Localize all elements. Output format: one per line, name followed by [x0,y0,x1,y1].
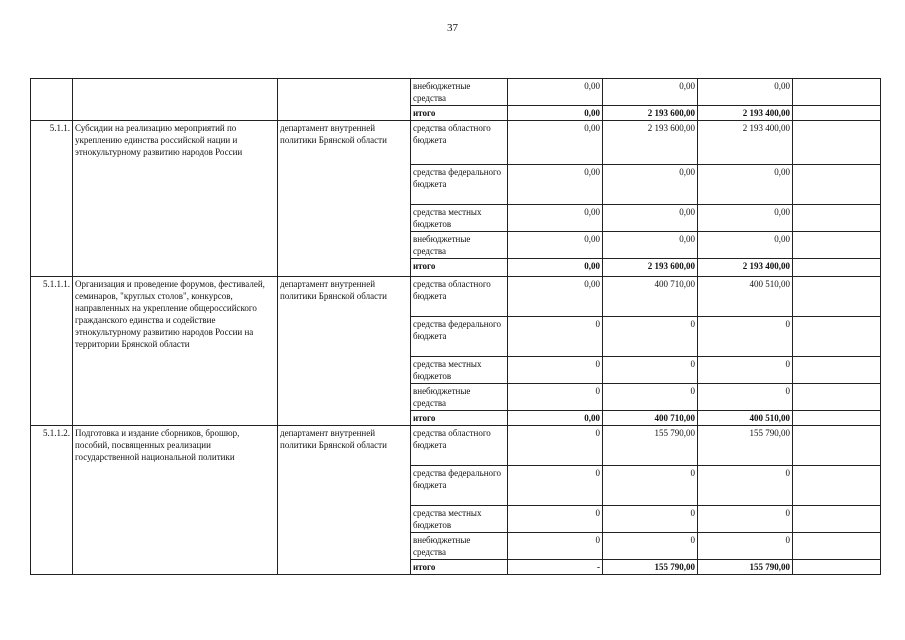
value-year-1: 0 [508,426,603,466]
funding-source: средства федерального бюджета [411,317,508,357]
total-label: итого [411,560,508,575]
empty-cell [793,205,881,232]
funding-source: внебюджетные средства [411,384,508,411]
value-year-1: 0,00 [508,165,603,205]
total-label: итого [411,106,508,121]
value-year-3: 400 510,00 [698,277,793,317]
empty-cell [793,232,881,259]
item-name: Организация и проведение форумов, фестивалей, семинаров, "круглых столов", конкурсов, направленных на укрепление общероссийского гражданского единства и содействие этнокультурному развитию народов России на территории Брянской области [73,277,278,426]
value-year-2: 2 193 600,00 [603,259,698,277]
value-year-3: 2 193 400,00 [698,106,793,121]
value-year-2: 0 [603,533,698,560]
funding-source: средства местных бюджетов [411,205,508,232]
value-year-1: 0 [508,533,603,560]
empty-cell [793,79,881,106]
value-year-2: 400 710,00 [603,411,698,426]
value-year-3: 0 [698,317,793,357]
empty-cell [793,277,881,317]
empty-cell [793,317,881,357]
empty-cell [793,411,881,426]
empty-cell [793,121,881,165]
value-year-3: 0,00 [698,165,793,205]
empty-cell [793,384,881,411]
empty-cell [793,259,881,277]
value-year-1: 0,00 [508,232,603,259]
value-year-2: 0 [603,357,698,384]
value-year-2: 0 [603,384,698,411]
value-year-2: 0 [603,466,698,506]
funding-source: внебюджетные средства [411,79,508,106]
value-year-1: 0,00 [508,205,603,232]
funding-source: средства областного бюджета [411,121,508,165]
value-year-1: 0,00 [508,121,603,165]
value-year-1: 0 [508,384,603,411]
item-executor: департамент внутренней политики Брянской области [278,121,411,277]
empty-cell [793,506,881,533]
page-number: 37 [447,22,458,34]
item-code: 5.1.1. [31,121,73,277]
value-year-2: 0,00 [603,232,698,259]
value-year-3: 0,00 [698,79,793,106]
value-year-2: 400 710,00 [603,277,698,317]
total-label: итого [411,411,508,426]
empty-cell [793,165,881,205]
value-year-1: 0 [508,317,603,357]
item-executor: департамент внутренней политики Брянской области [278,426,411,575]
value-year-1: 0,00 [508,411,603,426]
value-year-3: 400 510,00 [698,411,793,426]
executor-cell [278,79,411,121]
value-year-3: 2 193 400,00 [698,121,793,165]
empty-cell [793,466,881,506]
budget-table [30,78,881,575]
item-name: Субсидии на реализацию мероприятий по укреплению единства российской нации и этнокультурному развитию народов России [73,121,278,277]
empty-cell [793,533,881,560]
value-year-3: 2 193 400,00 [698,259,793,277]
value-year-2: 155 790,00 [603,426,698,466]
table-row [31,121,881,165]
funding-source: внебюджетные средства [411,533,508,560]
funding-source: средства федерального бюджета [411,466,508,506]
item-code: 5.1.1.1. [31,277,73,426]
value-year-2: 0,00 [603,205,698,232]
value-year-3: 0 [698,533,793,560]
empty-cell [793,106,881,121]
value-year-3: 0,00 [698,205,793,232]
value-year-1: 0,00 [508,79,603,106]
value-year-2: 0 [603,506,698,533]
value-year-2: 2 193 600,00 [603,121,698,165]
empty-cell [793,560,881,575]
table-row [31,426,881,466]
value-year-2: 0 [603,317,698,357]
value-year-3: 0 [698,466,793,506]
value-year-2: 2 193 600,00 [603,106,698,121]
funding-source: средства областного бюджета [411,426,508,466]
value-year-1: 0,00 [508,277,603,317]
item-code: 5.1.1.2. [31,426,73,575]
value-year-2: 155 790,00 [603,560,698,575]
value-year-1: 0,00 [508,106,603,121]
item-name: Подготовка и издание сборников, брошюр, пособий, посвященных реализации государственной национальной политики [73,426,278,575]
funding-source: средства местных бюджетов [411,357,508,384]
code-cell [31,79,73,121]
funding-source: средства областного бюджета [411,277,508,317]
value-year-1: 0 [508,357,603,384]
total-label: итого [411,259,508,277]
funding-source: средства федерального бюджета [411,165,508,205]
value-year-1: 0,00 [508,259,603,277]
value-year-2: 0,00 [603,165,698,205]
value-year-3: 0 [698,384,793,411]
funding-source: внебюджетные средства [411,232,508,259]
value-year-1: - [508,560,603,575]
value-year-2: 0,00 [603,79,698,106]
value-year-1: 0 [508,466,603,506]
empty-cell [793,426,881,466]
funding-source: средства местных бюджетов [411,506,508,533]
value-year-3: 155 790,00 [698,560,793,575]
table-row [31,79,881,106]
value-year-3: 0 [698,357,793,384]
value-year-3: 0 [698,506,793,533]
item-executor: департамент внутренней политики Брянской области [278,277,411,426]
table-row [31,277,881,317]
name-cell [73,79,278,121]
empty-cell [793,357,881,384]
value-year-3: 0,00 [698,232,793,259]
value-year-1: 0 [508,506,603,533]
value-year-3: 155 790,00 [698,426,793,466]
